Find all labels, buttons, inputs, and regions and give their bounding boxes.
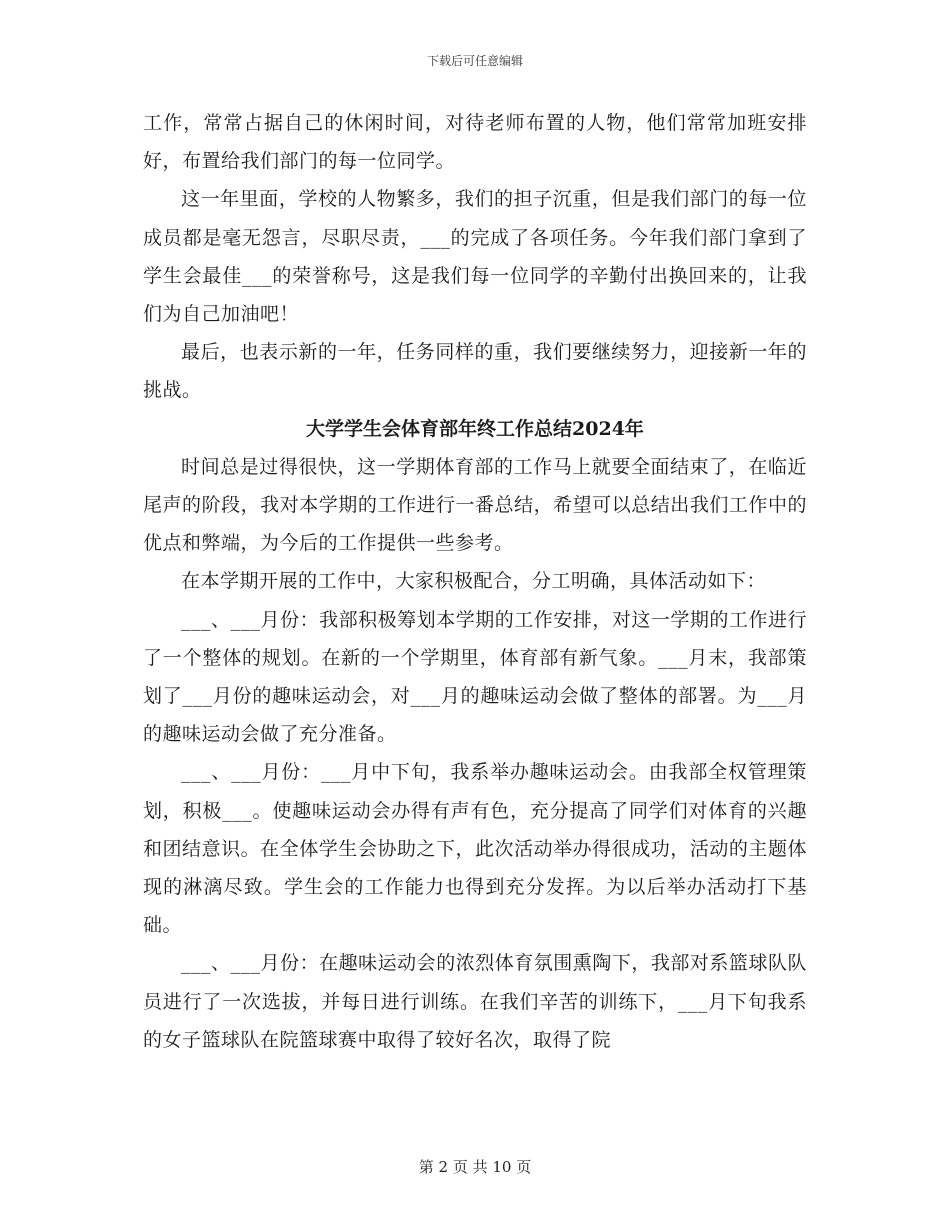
paragraph-2: 这一年里面，学校的人物繁多，我们的担子沉重，但是我们部门的每一位成员都是毫无怨言，尽职尽责，___的完成了各项任务。今年我们部门拿到了学生会最佳___的荣誉称号，这是我们每一位同学的辛勤付出换回来的，让我们为自己加油吧！	[143, 188, 807, 326]
page-number: 第 2 页 共 10 页	[418, 1158, 532, 1176]
paragraph-7: ___、___月份：___月中下旬，我系举办趣味运动会。由我部全权管理策划，积极___。使趣味运动会办得有声有色，充分提高了同学们对体育的兴趣和团结意识。在全体学生会协助之下，此次活动举办得很成功，活动的主题体现的淋漓尽致。学生会的工作能力也得到充分发挥。为以后举办活动打下基础。	[143, 761, 807, 937]
section-title: 大学学生会体育部年终工作总结2024年	[306, 417, 644, 440]
paragraph-6: ___、___月份：我部积极筹划本学期的工作安排，对这一学期的工作进行了一个整体的规划。在新的一个学期里，体育部有新气象。___月末，我部策划了___月份的趣味运动会，对___月的趣味运动会做了整体的部署。为___月的趣味运动会做了充分准备。	[143, 608, 807, 746]
paragraph-5: 在本学期开展的工作中，大家积极配合，分工明确，具体活动如下：	[181, 570, 767, 593]
page-header-note: 下载后可任意编辑	[426, 54, 523, 68]
paragraph-8: ___、___月份：在趣味运动会的浓烈体育氛围熏陶下，我部对系篮球队队员进行了一次选拔，并每日进行训练。在我们辛苦的训练下，___月下旬我系的女子篮球队在院篮球赛中取得了较好名次，取得了院	[143, 952, 807, 1051]
paragraph-3: 最后，也表示新的一年，任务同样的重，我们要继续努力，迎接新一年的挑战。	[143, 341, 807, 402]
paragraph-1: 工作，常常占据自己的休闲时间，对待老师布置的人物，他们常常加班安排好，布置给我们部门的每一位同学。	[143, 112, 807, 173]
paragraph-4: 时间总是过得很快，这一学期体育部的工作马上就要全面结束了，在临近尾声的阶段，我对本学期的工作进行一番总结，希望可以总结出我们工作中的优点和弊端，为今后的工作提供一些参考。	[143, 455, 807, 555]
document-body	[143, 104, 807, 1059]
